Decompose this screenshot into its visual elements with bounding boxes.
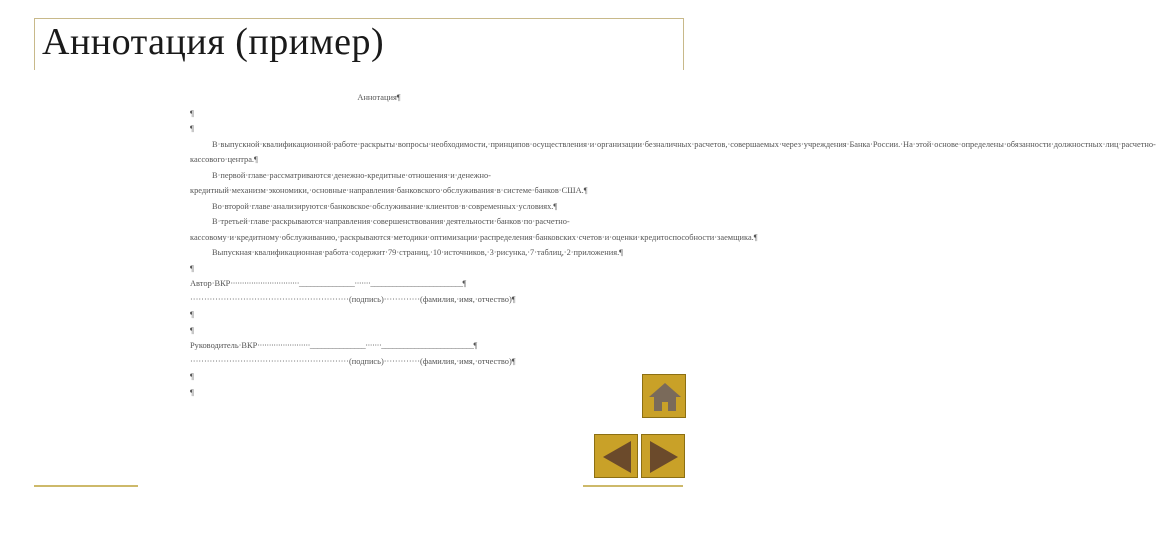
empty-paragraph-mark: ¶: [190, 108, 194, 118]
previous-slide-button[interactable]: [594, 434, 638, 478]
author-name-caption: (фамилия,·имя,·отчество)¶: [420, 294, 516, 304]
annotation-document: [190, 90, 1156, 400]
empty-paragraph-mark: ¶: [190, 372, 194, 381]
paragraph-1: В·выпускной·квалификационной·работе·раскрыты·вопросы·необходимости,·принципов·осуществления·и·организации·безналичных·расчетов,·совершаемых·через·учреждения·Банка·России.·На·этой·основе·определены·обязанности·должностных·лиц·расчетно-кассового·центра.¶: [190, 139, 1156, 164]
author-signature-caption: (подпись): [348, 294, 384, 304]
author-signature-captions: ·························································(подпись)·············(фамилия,·имя,·отчество)¶: [190, 294, 516, 304]
empty-paragraph-mark: ¶: [190, 310, 194, 319]
paragraph-5: Выпускная·квалификационная·работа·содержит·79·страниц,·10·источников,·3·рисунка,·7·таблиц,·2·приложения.¶: [212, 248, 623, 257]
triangle-left-icon: [595, 435, 639, 479]
author-signature-line: Автор·ВКР······························_______________·······_________________________¶: [190, 279, 467, 288]
home-icon: [643, 375, 687, 419]
supervisor-signature-line: Руководитель·ВКР·······················_______________·······_________________________¶: [190, 341, 478, 350]
empty-paragraph-mark: ¶: [190, 124, 194, 133]
title-frame-left: [34, 18, 35, 70]
paragraph-3: Во·второй·главе·анализируются·банковское·обслуживание·клиентов·в·современных·условиях.¶: [212, 201, 558, 211]
supervisor-label: Руководитель·ВКР: [190, 341, 258, 350]
decorative-line-right: [583, 485, 683, 487]
next-slide-button[interactable]: [641, 434, 685, 478]
supervisor-signature-caption: (подпись): [348, 356, 384, 366]
pilcrow: ¶: [462, 279, 467, 288]
paragraph-2: В·первой·главе·рассматриваются·денежно-кредитные·отношения·и·денежно-кредитный·механизм·экономики,·основные·направления·банковского·обслуживания·в·системе·банков·США.¶: [190, 170, 588, 195]
pilcrow: ¶: [473, 341, 478, 350]
supervisor-signature-captions: ·························································(подпись)·············(фамилия,·имя,·отчество)¶: [190, 356, 516, 366]
author-label: Автор·ВКР: [190, 279, 231, 288]
slide-title: Аннотация (пример): [42, 21, 385, 63]
home-button[interactable]: [642, 374, 686, 418]
supervisor-name-caption: (фамилия,·имя,·отчество)¶: [420, 356, 516, 366]
empty-paragraph-mark: ¶: [190, 325, 194, 335]
paragraph-4: В·третьей·главе·раскрываются·направления·совершенствования·деятельности·банков·по·расчетно-кассовому·и·кредитному·обслуживанию,·раскрываются·методики·оптимизации·распределения·банковских·счетов·и·оценки·кредитоспособности·заемщика.¶: [190, 217, 758, 242]
decorative-line-left: [34, 485, 138, 487]
document-heading: Аннотация¶: [357, 93, 401, 102]
empty-paragraph-mark: ¶: [190, 263, 194, 273]
triangle-right-icon: [642, 435, 686, 479]
empty-paragraph-mark: ¶: [190, 387, 194, 397]
